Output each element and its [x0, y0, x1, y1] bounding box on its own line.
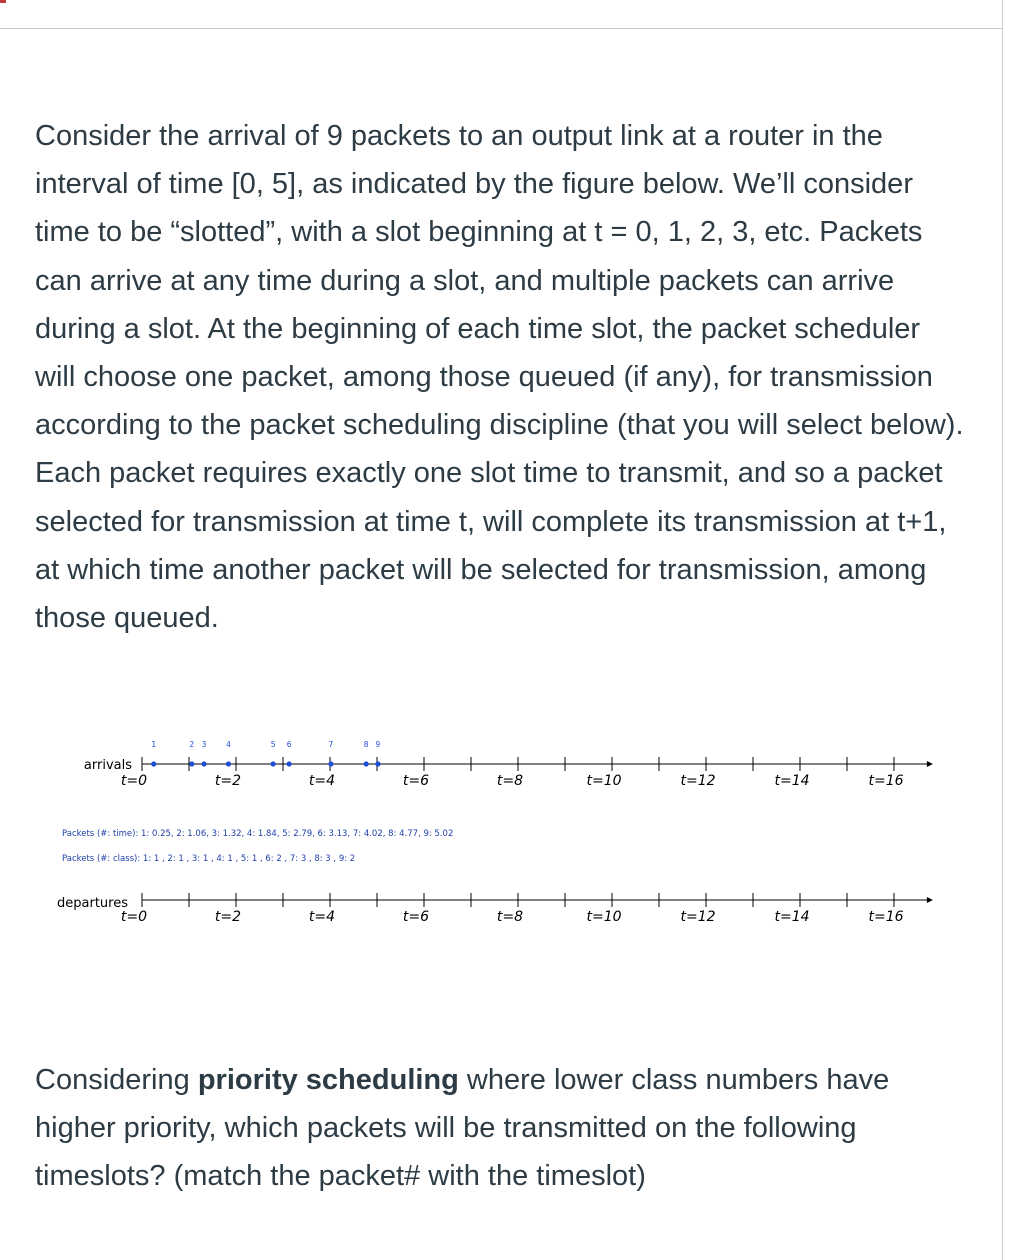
- arrival-packet-label: 3: [201, 740, 207, 749]
- prompt-bold: priority scheduling: [197, 1064, 459, 1096]
- arrivals-tick-label: t=10: [586, 773, 622, 789]
- arrivals-axis: [142, 757, 933, 771]
- arrival-packet-dot: [201, 761, 206, 766]
- arrivals-tick-label: t=2: [214, 773, 242, 789]
- arrivals-tick-label: t=4: [308, 773, 336, 789]
- arrival-packet-dot: [328, 761, 333, 766]
- arrivals-label: arrivals: [83, 758, 132, 773]
- departures-tick-label: t=14: [774, 909, 810, 925]
- departures-tick-label: t=0: [120, 909, 148, 925]
- prompt-text: [35, 1056, 975, 1201]
- departures-axis: [142, 893, 933, 907]
- arrivals-tick-label: t=14: [774, 773, 810, 789]
- departures-tick-labels: [121, 909, 904, 925]
- arrival-packet-dot: [189, 761, 194, 766]
- arrival-packets: [151, 740, 380, 767]
- top-strip: [0, 0, 1002, 29]
- arrivals-tick-labels: [121, 773, 904, 789]
- packet-times-line: Packets (#: time): 1: 0.25, 2: 1.06, 3: 1.32, 4: 1.84, 5: 2.79, 6: 3.13, 7: 4.02, 8: 4.77, 9: 5.02: [62, 829, 454, 839]
- prompt-before: Considering: [35, 1064, 198, 1096]
- arrival-packet-label: 9: [375, 740, 381, 749]
- edge-mark: [0, 0, 6, 3]
- packet-classes-line: Packets (#: class): 1: 1 , 2: 1 , 3: 1 , 4: 1 , 5: 1 , 6: 2 , 7: 3 , 8: 3 , 9: 2: [62, 854, 356, 864]
- arrivals-tick-label: t=6: [402, 773, 430, 789]
- right-border: [1002, 0, 1003, 1260]
- prompt-after: where lower class numbers have higher priority, which packets will be transmitted on the following timeslots? (match the packet# with the timeslot): [35, 1064, 890, 1193]
- arrivals-axis-arrow: [927, 761, 933, 767]
- arrival-packet-label: 7: [328, 740, 334, 749]
- departures-tick-label: t=8: [496, 909, 524, 925]
- departures-tick-label: t=6: [402, 909, 430, 925]
- departures-tick-label: t=4: [308, 909, 336, 925]
- departures-tick-label: t=16: [868, 909, 904, 925]
- arrivals-tick-label: t=8: [496, 773, 524, 789]
- arrival-packet-dot: [226, 761, 231, 766]
- arrival-packet-label: 8: [363, 740, 369, 749]
- departures-label: departures: [57, 896, 128, 911]
- arrival-packet-dot: [151, 761, 156, 766]
- arrivals-tick-label: t=12: [680, 773, 716, 789]
- timeline-svg: [40, 728, 940, 938]
- arrival-packet-dot: [375, 761, 380, 766]
- arrival-packet-label: 1: [151, 740, 157, 749]
- arrival-packet-label: 2: [189, 740, 195, 749]
- departures-tick-label: t=12: [680, 909, 716, 925]
- arrival-packet-dot: [364, 761, 369, 766]
- arrivals-tick-label: t=16: [868, 773, 904, 789]
- departures-tick-label: t=10: [586, 909, 622, 925]
- arrival-packet-label: 6: [286, 740, 292, 749]
- arrivals-tick-label: t=0: [120, 773, 148, 789]
- departures-axis-arrow: [927, 897, 933, 903]
- departures-tick-label: t=2: [214, 909, 242, 925]
- arrival-packet-label: 4: [226, 740, 231, 749]
- question-text: Consider the arrival of 9 packets to an output link at a router in the interval of time [0, 5], as indicated by the figure below. We’ll consider time to be “slotted”, with a slot beginning at t = 0, 1, 2, 3, etc. Packets can arrive at any time during a slot, and multiple packets can arrive during a slot. At the beginning of each time slot, the packet scheduler will choose one packet, among those queued (if any), for transmission according to the packet scheduling discipline (that you will select below). Each packet requires exactly one slot time to transmit, and so a packet selected for transmission at time t, will complete its transmission at t+1, at which time another packet will be selected for transmission, among those queued.: [35, 120, 964, 635]
- arrival-packet-label: 5: [270, 740, 276, 749]
- arrival-packet-dot: [287, 761, 292, 766]
- arrival-packet-dot: [271, 761, 276, 766]
- timeline-figure: [40, 728, 940, 938]
